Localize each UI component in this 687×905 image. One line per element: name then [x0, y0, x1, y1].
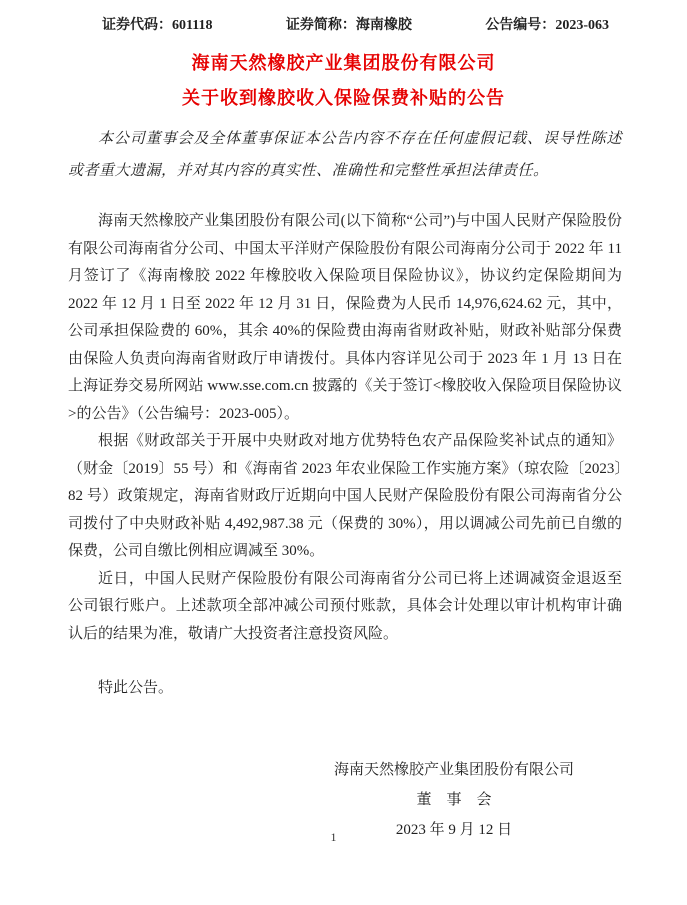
securities-header-row	[102, 14, 609, 34]
body-paragraph-1: 海南天然橡胶产业集团股份有限公司(以下简称“公司”)与中国人民财产保险股份有限公司海南省分公司、中国太平洋财产保险股份有限公司海南分公司于 2022 年 11 月签订了《海南橡胶 2022 年橡胶收入保险项目保险协议》，协议约定保险期间为 2022 年 12 月 1 日至 2022 年 12 月 31 日，保险费为人民币 14,976,624.62 元，其中，公司承担保险费的 60%，其余 40%的保险费由海南省财政补贴，财政补贴部分保费由保险人负责向海南省财政厅申请拨付。具体内容详见公司于 2023 年 1 月 13 日在上海证券交易所网站 www.sse.com.cn 披露的《关于签订<橡胶收入保险项目保险协议>的公告》（公告编号：2023-005）。	[68, 213, 622, 422]
stock-code-label: 证券代码：	[102, 18, 172, 33]
document-content	[68, 123, 622, 845]
signature-board: 董 事 会	[416, 791, 492, 808]
announcement-title: 关于收到橡胶收入保险保费补贴的公告	[182, 88, 505, 108]
signature-date: 2023 年 9 月 12 日	[395, 821, 513, 838]
stock-code-value: 601118	[172, 18, 213, 33]
stock-name	[286, 14, 412, 34]
page-number: 1	[330, 830, 337, 844]
closing-text: 特此公告。	[98, 680, 174, 696]
announcement-number	[485, 14, 609, 34]
announcement-number-label: 公告编号：	[485, 18, 556, 33]
stock-code	[102, 14, 212, 34]
body-paragraph-3: 近日，中国人民财产保险股份有限公司海南省分公司已将上述调减资金退返至公司银行账户。上述款项全部冲减公司预付账款，具体会计处理以审计机构审计确认后的结果为准，敬请广大投资者注意投资风险。	[68, 570, 622, 642]
announcement-number-value: 2023-063	[555, 18, 609, 33]
board-disclaimer-text: 本公司董事会及全体董事保证本公告内容不存在任何虚假记载、误导性陈述或者重大遗漏，并对其内容的真实性、准确性和完整性承担法律责任。	[68, 131, 622, 179]
title-block	[0, 54, 687, 107]
stock-name-label: 证券简称：	[285, 18, 356, 33]
signature-company: 海南天然橡胶产业集团股份有限公司	[333, 761, 574, 778]
body-paragraph-2: 根据《财政部关于开展中央财政对地方优势特色农产品保险奖补试点的通知》（财金〔2019〕55 号）和《海南省 2023 年农业保险工作实施方案》（琼农险〔2023〕82 号）政策规定，海南省财政厅近期向中国人民财产保险股份有限公司海南省分公司拨付了中央财政补贴 4,492,987.38 元（保费的 30%），用以调减公司先前已自缴的保费，公司自缴比例相应调减至 30%。	[68, 433, 622, 559]
announcement-body	[68, 208, 622, 648]
company-title: 海南天然橡胶产业集团股份有限公司	[191, 53, 496, 73]
stock-name-value: 海南橡胶	[355, 18, 412, 33]
